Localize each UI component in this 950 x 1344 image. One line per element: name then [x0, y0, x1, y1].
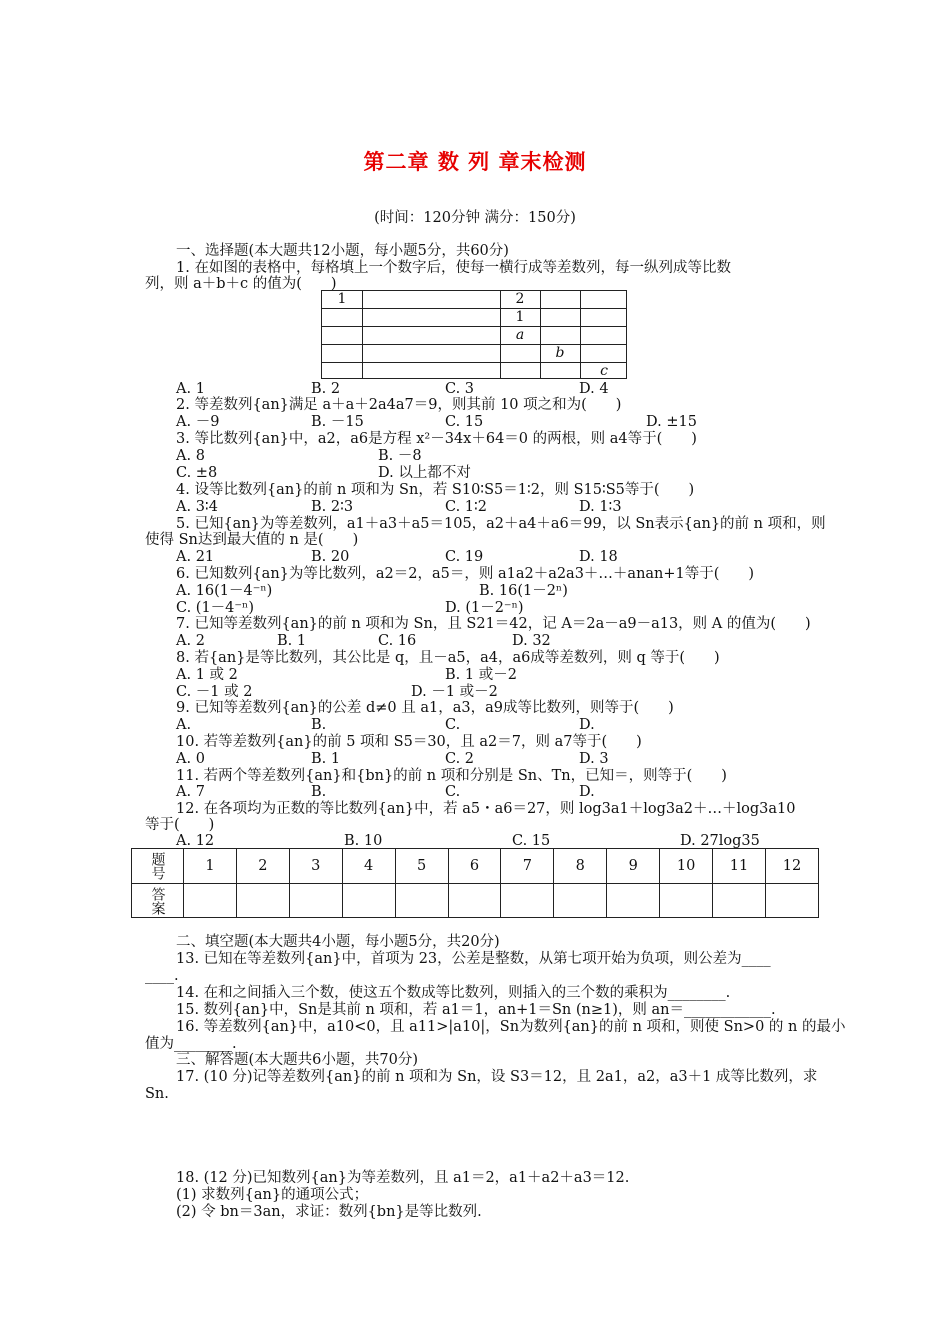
section-heading-solutions: 三、解答题(本大题共6小题，共70分) [176, 1052, 418, 1068]
question-5-line-1: 5. 已知{an}为等差数列，a1＋a3＋a5＝105，a2＋a4＋a6＝99，以 Sn表示{an}的前 n 项和，则 [176, 516, 826, 532]
option: D. [579, 717, 595, 733]
question-8: 8. 若{an}是等比数列，其公比是 q，且－a5，a4，a6成等差数列，则 q 等于( ) [176, 650, 720, 666]
option: C. 15 [512, 833, 551, 849]
option: B. [311, 717, 327, 733]
option: A. 16(1－4⁻ⁿ) [176, 583, 273, 599]
option: B. 16(1－2ⁿ) [479, 583, 568, 599]
question-number: 1 [184, 849, 237, 884]
grid-cell: 1 [515, 309, 525, 325]
section-heading-fill-in: 二、填空题(本大题共4小题，每小题5分，共20分) [176, 934, 500, 950]
question-12-line-2: 等于( ) [145, 817, 215, 833]
question-17-line-1: 17. (10 分)记等差数列{an}的前 n 项和为 Sn，设 S3＝12，且 2a1，a2，a3＋1 成等比数列，求 [176, 1069, 818, 1085]
option: C. 15 [445, 414, 484, 430]
option: D. －1 或－2 [411, 684, 498, 700]
answer-cell[interactable] [607, 884, 660, 918]
option: D. 3 [579, 751, 609, 767]
option: C. 2 [445, 751, 475, 767]
option: B. 2∶3 [311, 499, 354, 515]
option: B. －15 [311, 414, 364, 430]
option: A. 12 [176, 833, 215, 849]
answer-table [131, 848, 819, 918]
answer-cell[interactable] [184, 884, 237, 918]
question-5-line-2: 使得 Sn达到最大值的 n 是( ) [145, 532, 359, 548]
question-17-line-2: Sn. [145, 1086, 169, 1102]
question-11: 11. 若两个等差数列{an}和{bn}的前 n 项和分别是 Sn、Tn，已知＝，则等于( ) [176, 768, 727, 784]
option: A. 0 [176, 751, 205, 767]
question-9: 9. 已知等差数列{an}的公差 d≠0 且 a1，a3，a9成等比数列，则等于( ) [176, 700, 674, 716]
option: A. 7 [176, 784, 205, 800]
option: B. 10 [344, 833, 383, 849]
question-10: 10. 若等差数列{an}的前 5 项和 S5＝30，且 a2＝7，则 a7等于( ) [176, 734, 642, 750]
option: D. 32 [512, 633, 551, 649]
question-18-part-2: (2) 令 bn＝3an，求证：数列{bn}是等比数列. [176, 1204, 482, 1220]
question-number: 3 [289, 849, 342, 884]
option: A. 1 或 2 [176, 667, 238, 683]
question-18-part-1: (1) 求数列{an}的通项公式； [176, 1187, 369, 1203]
option: B. 2 [311, 381, 341, 397]
grid-cell: 1 [337, 291, 347, 307]
answer-cell[interactable] [554, 884, 607, 918]
option: A. 3∶4 [176, 499, 218, 515]
option: D. [579, 784, 595, 800]
question-number: 4 [342, 849, 395, 884]
option: B. [311, 784, 327, 800]
question-6: 6. 已知数列{an}为等比数列，a2＝2，a5＝，则 a1a2＋a2a3＋…＋anan+1等于( ) [176, 566, 755, 582]
question-number: 11 [713, 849, 766, 884]
question-number: 6 [448, 849, 501, 884]
option: B. －8 [378, 448, 422, 464]
question-2: 2. 等差数列{an}满足 a＋a＋2a4a7＝9，则其前 10 项之和为( ) [176, 397, 622, 413]
answer-cell[interactable] [342, 884, 395, 918]
answer-cell[interactable] [713, 884, 766, 918]
question-3: 3. 等比数列{an}中，a2，a6是方程 x²－34x＋64＝0 的两根，则 a4等于( ) [176, 431, 697, 447]
option: A. [176, 717, 192, 733]
question-12-line-1: 12. 在各项均为正数的等比数列{an}中，若 a5・a6＝27，则 log3a1＋log3a2＋…＋log3a10 [176, 801, 796, 817]
option: A. 8 [176, 448, 205, 464]
option: C. －1 或 2 [176, 684, 253, 700]
question-number: 10 [660, 849, 713, 884]
question-7: 7. 已知等差数列{an}的前 n 项和为 Sn，且 S21＝42，记 A＝2a－a9－a13，则 A 的值为( ) [176, 616, 811, 632]
option: B. 20 [311, 549, 350, 565]
question-14: 14. 在和之间插入三个数，使这五个数成等比数列，则插入的三个数的乘积为________. [176, 985, 731, 1001]
option: D. 27log35 [680, 833, 760, 849]
question-number: 12 [765, 849, 818, 884]
answer-table-answer-header: 答案 [132, 884, 184, 918]
grid-cell: b [555, 345, 565, 361]
exam-info: (时间：120分钟 满分：150分) [374, 210, 576, 226]
option: C. [445, 784, 461, 800]
option: A. 1 [176, 381, 205, 397]
answer-cell[interactable] [765, 884, 818, 918]
question-4: 4. 设等比数列{an}的前 n 项和为 Sn，若 S10∶S5＝1∶2，则 S15∶S5等于( ) [176, 482, 695, 498]
option: D. 1∶3 [579, 499, 622, 515]
option: D. 4 [579, 381, 609, 397]
answer-cell[interactable] [395, 884, 448, 918]
option: C. ±8 [176, 465, 218, 481]
option: B. 1 [277, 633, 307, 649]
question-13-line-1: 13. 已知在等差数列{an}中，首项为 23，公差是整数，从第七项开始为负项，则公差为____ [176, 951, 771, 967]
answer-table-number-header: 题号 [132, 849, 184, 884]
option: C. 3 [445, 381, 475, 397]
option: D. ±15 [646, 414, 697, 430]
answer-cell[interactable] [660, 884, 713, 918]
question-13-line-2: ____. [145, 968, 179, 984]
grid-cell: a [515, 327, 525, 343]
option: D. 以上都不对 [378, 465, 471, 481]
option: B. 1 或－2 [445, 667, 517, 683]
option: A. 21 [176, 549, 215, 565]
option: B. 1 [311, 751, 341, 767]
answer-cell[interactable] [236, 884, 289, 918]
question-18-line-1: 18. (12 分)已知数列{an}为等差数列，且 a1＝2，a1＋a2＋a3＝12. [176, 1170, 630, 1186]
option: C. [445, 717, 461, 733]
answer-cell[interactable] [501, 884, 554, 918]
grid-cell: 2 [515, 291, 525, 307]
question-number: 7 [501, 849, 554, 884]
option: A. 2 [176, 633, 205, 649]
question-number: 9 [607, 849, 660, 884]
answer-cell[interactable] [289, 884, 342, 918]
question-number: 8 [554, 849, 607, 884]
answer-cell[interactable] [448, 884, 501, 918]
question-16-line-2: 值为________. [145, 1036, 237, 1052]
option: C. 1∶2 [445, 499, 488, 515]
question-1-line-1: 1. 在如图的表格中，每格填上一个数字后，使每一横行成等差数列，每一纵列成等比数 [176, 260, 731, 276]
question-1-line-2: 列，则 a＋b＋c 的值为( ) [145, 276, 337, 292]
option: D. (1－2⁻ⁿ) [445, 600, 524, 616]
option: C. 16 [378, 633, 417, 649]
section-heading-choice: 一、选择题(本大题共12小题，每小题5分，共60分) [176, 243, 509, 259]
question-16-line-1: 16. 等差数列{an}中，a10<0，且 a11>|a10|，Sn为数列{an}的前 n 项和，则使 Sn>0 的 n 的最小 [176, 1019, 846, 1035]
option: A. －9 [176, 414, 220, 430]
option: C. (1－4⁻ⁿ) [176, 600, 254, 616]
option: D. 18 [579, 549, 618, 565]
question-number: 2 [236, 849, 289, 884]
question-15: 15. 数列{an}中，Sn是其前 n 项和，若 a1＝1，an+1＝Sn (n≥1)，则 an＝____________. [176, 1002, 776, 1018]
grid-cell: c [600, 363, 608, 379]
option: C. 19 [445, 549, 484, 565]
number-grid-figure [321, 290, 627, 379]
page-title: 第二章 数 列 章末检测 [363, 149, 587, 174]
question-number: 5 [395, 849, 448, 884]
